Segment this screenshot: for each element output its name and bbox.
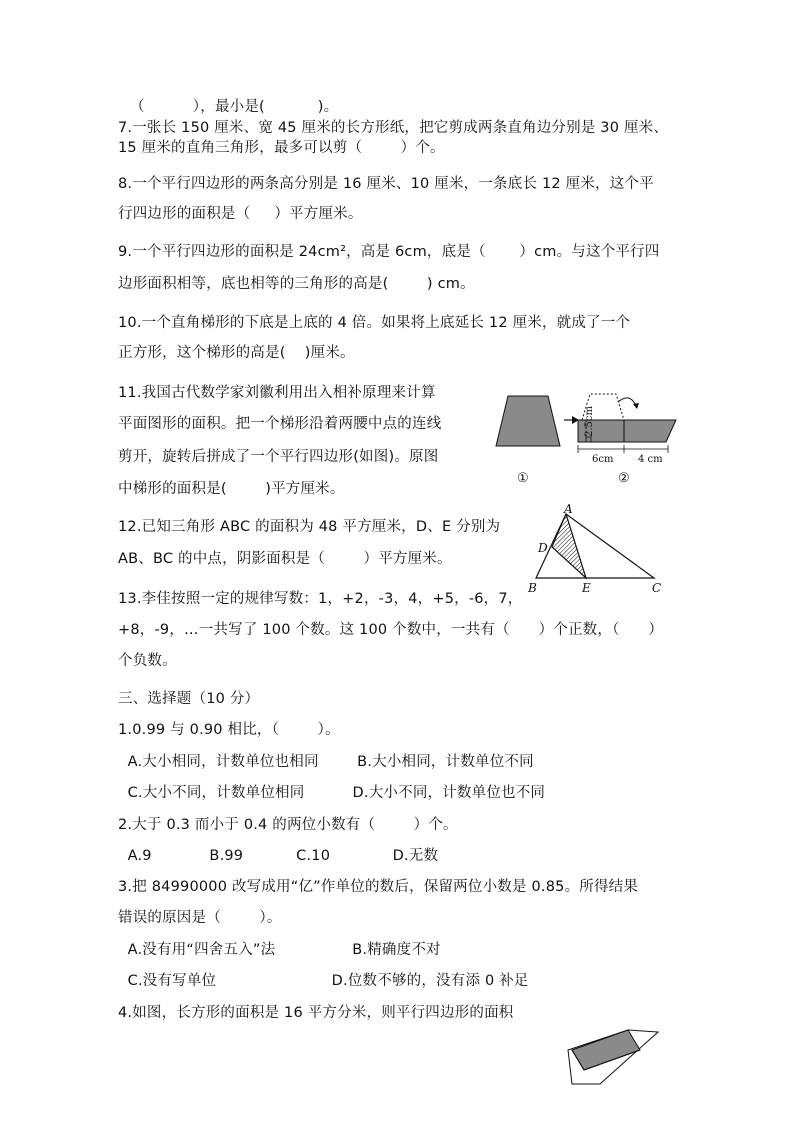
choice-q2-options: A.9 B.99 C.10 D.无数	[118, 848, 439, 864]
q13-line2: +8，-9，…一共写了 100 个数。这 100 个数中，一共有（ ）个正数，（ ）	[118, 622, 664, 638]
q11-figure	[492, 382, 682, 490]
q12-figure	[524, 504, 674, 596]
choice-q3-options-cd: C.没有写单位 D.位数不够的，没有添 0 补足	[118, 973, 529, 989]
q12-line2: AB、BC 的中点，阴影面积是（ ）平方厘米。	[118, 551, 452, 567]
q13-line1: 13.李佳按照一定的规律写数：1，+2，-3，4，+5，-6，7，	[118, 591, 523, 607]
q7-line2: 15 厘米的直角三角形，最多可以剪（ ）个。	[118, 140, 445, 156]
shaded-parallelogram	[572, 1030, 640, 1070]
q11-line4: 中梯形的面积是( )平方厘米。	[118, 481, 345, 497]
q6-continuation: （ ），最小是( )。	[130, 99, 339, 115]
q11-line3: 剪开，旋转后拼成了一个平行四边形(如图)。原图	[118, 449, 439, 465]
label-e: E	[582, 581, 591, 595]
q11-line2: 平面图形的面积。把一个梯形沿着两腰中点的连线	[118, 416, 442, 432]
caption-1: ①	[517, 471, 529, 486]
q10-line1: 10.一个直角梯形的下底是上底的 4 倍。如果将上底延长 12 厘米，就成了一个	[118, 315, 631, 331]
q8-line1: 8.一个平行四边形的两条高分别是 16 厘米、10 厘米，一条底长 12 厘米，这个平	[118, 176, 654, 192]
choice-q3-line2: 错误的原因是（ ）。	[118, 910, 282, 926]
choice-q1-options-cd: C.大小不同，计数单位相同 D.大小不同，计数单位也不同	[118, 785, 546, 801]
q11-line1: 11.我国古代数学家刘徽利用出入相补原理来计算	[118, 385, 436, 401]
trapezoid-shape	[496, 396, 560, 446]
choice-q3-line1: 3.把 84990000 改写成用“亿”作单位的数后，保留两位小数是 0.85。所得结果	[118, 879, 639, 895]
q9-line2: 边形面积相等，底也相等的三角形的高是( ) cm。	[118, 276, 475, 292]
label-b: B	[528, 581, 537, 595]
base-label-4cm: 4 cm	[638, 454, 663, 465]
section-3-title: 三、选择题（10 分）	[118, 691, 260, 707]
choice-q2: 2.大于 0.3 而小于 0.4 的两位小数有（ ）个。	[118, 817, 458, 833]
choice-q3-options-ab: A.没有用“四舍五入”法 B.精确度不对	[118, 942, 441, 958]
q8-line2: 行四边形的面积是（ ）平方厘米。	[118, 206, 363, 222]
q13-line3: 个负数。	[118, 653, 177, 669]
q12-figure-svg	[524, 504, 674, 596]
choice-q4-figure-svg	[564, 1028, 664, 1086]
label-c: C	[652, 581, 662, 595]
choice-q1-options-ab: A.大小相同，计数单位也相同 B.大小相同，计数单位不同	[118, 754, 534, 770]
q10-line2: 正方形，这个梯形的高是( )厘米。	[118, 345, 355, 361]
base-label-6cm: 6cm	[592, 454, 614, 465]
label-a: A	[564, 504, 573, 516]
caption-2: ②	[618, 471, 630, 486]
q9-line1: 9.一个平行四边形的面积是 24cm²，高是 6cm，底是（ ）cm。与这个平行四	[118, 244, 660, 260]
choice-q4-figure	[564, 1028, 664, 1086]
rotate-arrow-head	[633, 403, 639, 409]
q11-figure-svg	[492, 382, 682, 490]
label-d: D	[538, 541, 548, 555]
height-label: 2.5cm	[584, 406, 595, 437]
choice-q1: 1.0.99 与 0.90 相比，（ ）。	[118, 722, 340, 738]
choice-q4: 4.如图，长方形的面积是 16 平方分米，则平行四边形的面积	[118, 1005, 514, 1021]
rotate-arrow	[618, 398, 636, 406]
q12-line1: 12.已知三角形 ABC 的面积为 48 平方厘米，D、E 分别为	[118, 519, 501, 535]
q7-line1: 7.一张长 150 厘米、宽 45 厘米的长方形纸，把它剪成两条直角边分别是 30 厘米、	[118, 120, 669, 136]
